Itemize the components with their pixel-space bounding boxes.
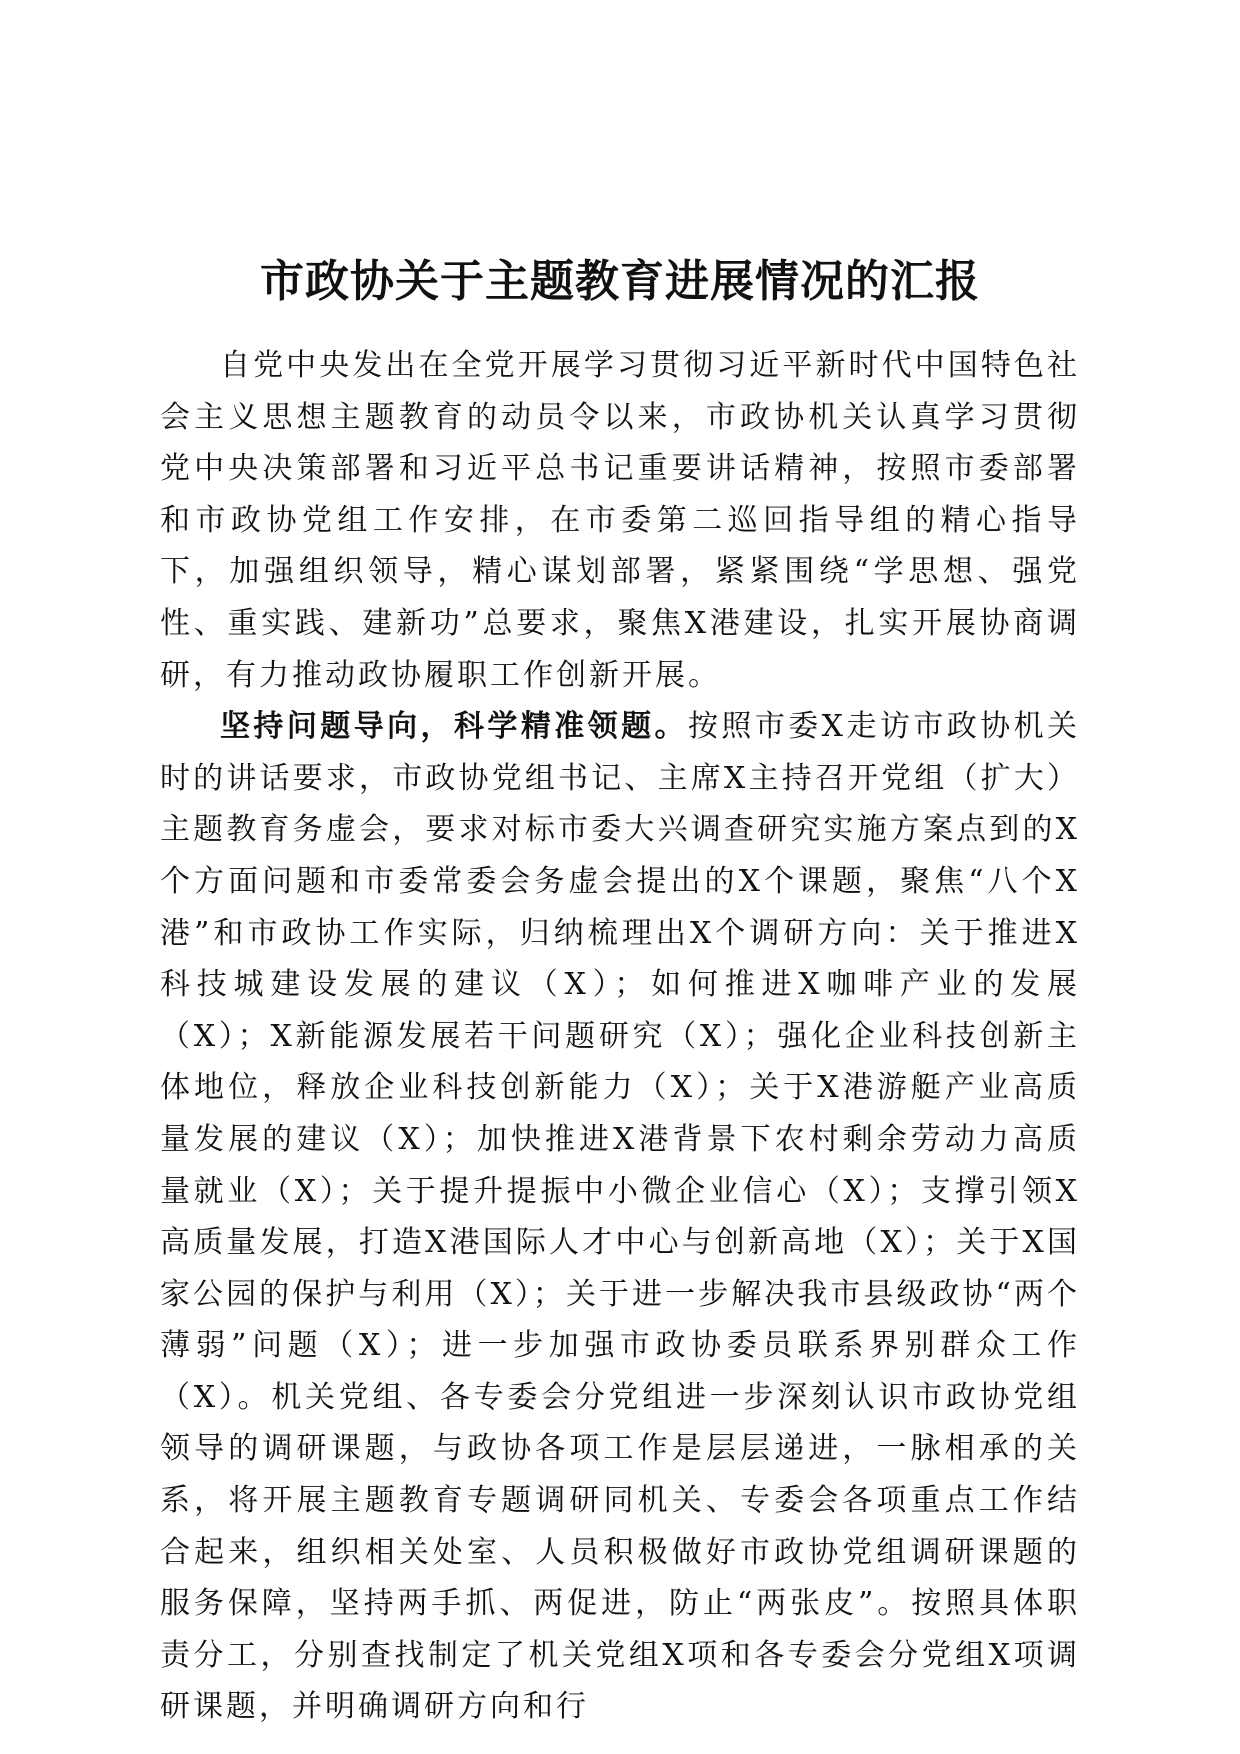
section-paragraph — [160, 701, 1080, 1733]
section-paragraph-text: 按照市委X走访市政协机关时的讲话要求，市政协党组书记、主席X主持召开党组（扩大）主题教育务虚会，要求对标市委大兴调查研究实施方案点到的X个方面问题和市委常委会务虚会提出的X个课题，聚焦“八个X港”和市政协工作实际，归纳梳理出X个调研方向：关于推进X科技城建设发展的建议（X）；如何推进X咖啡产业的发展（X）；X新能源发展若干问题研究（X）；强化企业科技创新主体地位，释放企业科技创新能力（X）；关于X港游艇产业高质量发展的建议（X）；加快推进X港背景下农村剩余劳动力高质量就业（X）；关于提升提振中小微企业信心（X）；支撑引领X高质量发展，打造X港国际人才中心与创新高地（X）；关于X国家公园的保护与利用（X）；关于进一步解决我市县级政协“两个薄弱”问题（X）；进一步加强市政协委员联系界别群众工作（X）。机关党组、各专委会分党组进一步深刻认识市政协党组领导的调研课题，与政协各项工作是层层递进，一脉相承的关系，将开展主题教育专题调研同机关、专委会各项重点工作结合起来，组织相关处室、人员积极做好市政协党组调研课题的服务保障，坚持两手抓、两促进，防止“两张皮”。按照具体职责分工，分别查找制定了机关党组X项和各专委会分党组X项调研课题，并明确调研方向和行 — [160, 709, 1081, 1725]
intro-paragraph-text: 自党中央发出在全党开展学习贯彻习近平新时代中国特色社会主义思想主题教育的动员令以来，市政协机关认真学习贯彻党中央决策部署和习近平总书记重要讲话精神，按照市委部署和市政协党组工作安排，在市委第二巡回指导组的精心指导下，加强组织领导，精心谋划部署，紧紧围绕“学思想、强党性、重实践、建新功”总要求，聚焦X港建设，扎实开展协商调研，有力推动政协履职工作创新开展。 — [160, 348, 1080, 693]
document-body — [160, 340, 1080, 1733]
section-heading: 坚持问题导向，科学精准领题。 — [220, 709, 688, 745]
document-title: 市政协关于主题教育进展情况的汇报 — [260, 256, 980, 307]
intro-paragraph — [160, 340, 1080, 701]
